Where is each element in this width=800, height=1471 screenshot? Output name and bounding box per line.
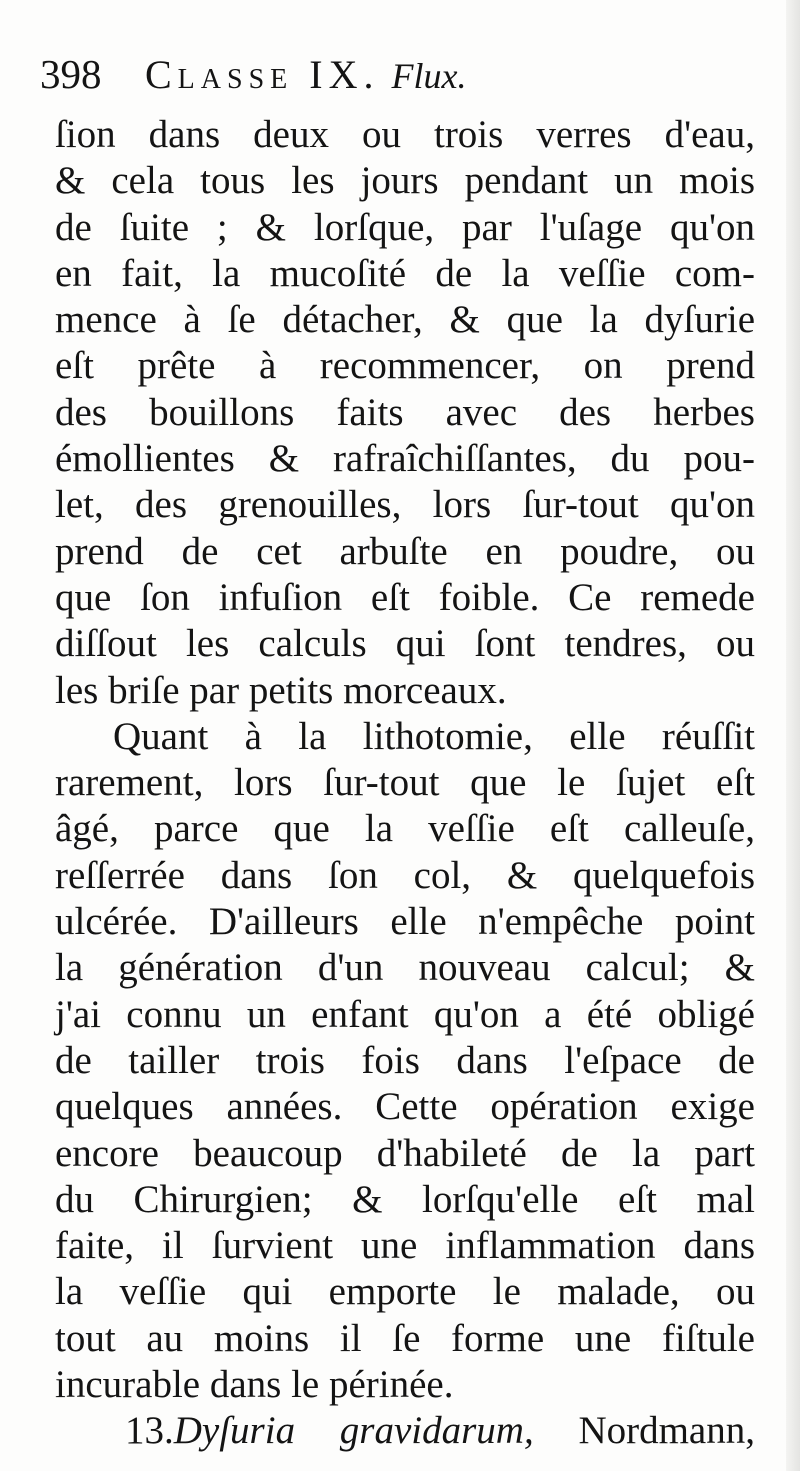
text-line: la veſſie qui emporte le malade, ou xyxy=(55,1270,755,1314)
text-line: du Chirurgien; & lorſqu'elle eſt mal xyxy=(55,1177,755,1221)
running-head-title: Flux. xyxy=(391,56,467,96)
entry-heading-line xyxy=(55,1408,755,1454)
text-line: & cela tous les jours pendant un mois xyxy=(55,159,755,203)
text-line: des bouillons faits avec des herbes xyxy=(55,390,755,434)
entry-title: Dyſuria gravidarum, xyxy=(173,1409,534,1453)
text-line: reſſerrée dans ſon col, & quelquefois xyxy=(55,853,755,897)
text-line: faite, il ſurvient une inflammation dans xyxy=(55,1224,755,1268)
entry-author: Nordmann, xyxy=(578,1409,755,1453)
text-line: la génération d'un nouveau calcul; & xyxy=(55,946,755,990)
paragraph-start-line: Quant à la lithotomie, elle réuſſit xyxy=(113,714,755,758)
text-line: en fait, la mucoſité de la veſſie com- xyxy=(55,251,755,295)
class-label: Classe IX. xyxy=(145,52,380,97)
text-line: quelques années. Cette opération exige xyxy=(55,1085,755,1129)
text-line: de tailler trois fois dans l'eſpace de xyxy=(55,1038,755,1082)
text-line: tout au moins il ſe forme une fiſtule xyxy=(55,1316,755,1360)
page-number: 398 xyxy=(40,51,102,97)
text-line: ulcérée. D'ailleurs elle n'empêche point xyxy=(55,900,755,944)
entry-number: 13. xyxy=(125,1409,174,1453)
text-line: les briſe par petits morceaux. xyxy=(55,668,507,712)
text-line: eſt prête à recommencer, on prend xyxy=(55,344,755,388)
text-line: j'ai connu un enfant qu'on a été obligé xyxy=(55,992,755,1036)
text-line: let, des grenouilles, lors ſur-tout qu'on xyxy=(55,483,755,527)
text-line: rarement, lors ſur-tout que le ſujet eſt xyxy=(55,761,755,805)
page-edge xyxy=(786,0,800,1471)
text-line: incurable dans le périnée. xyxy=(55,1363,454,1407)
text-line: émollientes & rafraîchiſſantes, du pou- xyxy=(55,437,755,481)
body-text xyxy=(55,112,755,1455)
text-line: âgé, parce que la veſſie eſt calleuſe, xyxy=(55,807,755,851)
running-header xyxy=(40,48,760,100)
text-line: diſſout les calculs qui ſont tendres, ou xyxy=(55,622,755,666)
text-line: encore beaucoup d'habileté de la part xyxy=(55,1131,755,1175)
text-line: de ſuite ; & lorſque, par l'uſage qu'on xyxy=(55,205,755,249)
text-line: prend de cet arbuſte en poudre, ou xyxy=(55,529,755,573)
text-line: que ſon infuſion eſt foible. Ce remede xyxy=(55,575,755,619)
text-line: ſion dans deux ou trois verres d'eau, xyxy=(55,113,755,156)
text-line: mence à ſe détacher, & que la dyſurie xyxy=(55,298,755,342)
